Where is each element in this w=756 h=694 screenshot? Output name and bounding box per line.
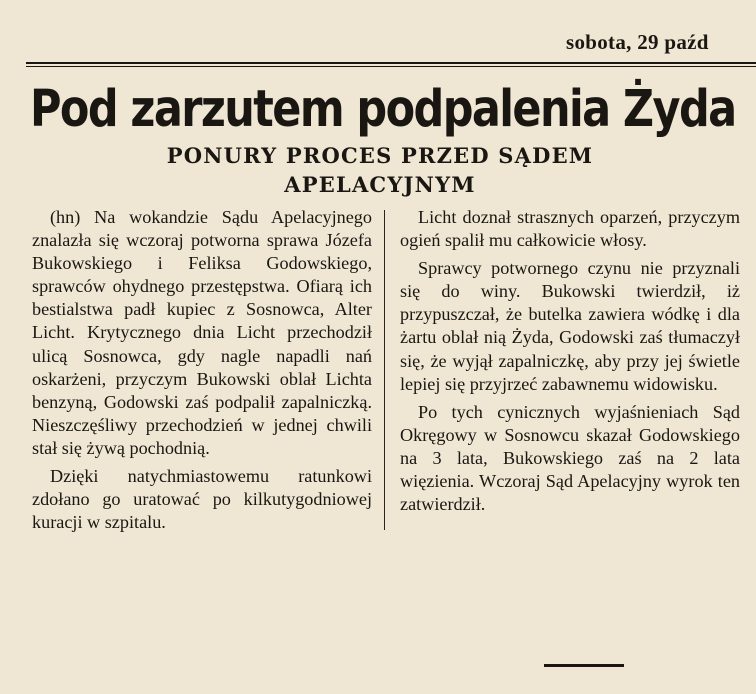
article-end-rule — [544, 664, 624, 667]
paragraph: (hn) Na wokandzie Sądu Apelacyjnego znalazła się wczoraj potworna sprawa Józefa Bukowskiego i Feliksa Godowskiego, sprawców ohydnego przestępstwa. Ofiarą ich bestialstwa padł kupiec z Sosnowca, Alter Licht. Krytycznego dnia Licht przechodził ulicą Sosnowca, gdy nagle napadli nań oskarżeni, przyczym Bukowski oblał Lichta benzyną, Godowski zaś podpalił zapalniczką. Nieszczęśliwy przechodzień w jednej chwili stał się żywą pochodnią. — [32, 207, 372, 458]
subheadline-line-1: PONURY PROCES PRZED SĄDEM — [166, 143, 594, 168]
paragraph: Dzięki natychmiastowemu ratunkowi zdołano go uratować po kilkutygodniowej kuracji w szpitalu. — [32, 466, 372, 533]
subheadline-line-2: APELACYJNYM — [284, 172, 476, 197]
paragraph: Sprawcy potwornego czynu nie przyznali się do winy. Bukowski twierdził, iż przypuszczał, że butelka zawiera wódkę i dla żartu oblał nią Żyda, Godowski zaś tłumaczył się, że wyjął zapalniczkę, aby przy jej świetle lepiej się przyjrzeć zabawnemu widowisku. — [400, 258, 740, 394]
paragraph: Licht doznał strasznych oparzeń, przyczym ogień spalił mu całkowicie włosy. — [400, 207, 740, 251]
article-column-right — [400, 206, 740, 516]
paragraph: Po tych cynicznych wyjaśnieniach Sąd Okręgowy w Sosnowcu skazał Godowskiego na 3 lata, Bukowskiego zaś na 2 lata więzienia. Wczoraj Sąd Apelacyjny wyrok ten zatwierdził. — [400, 401, 740, 515]
column-divider — [384, 210, 385, 530]
article-column-left — [32, 206, 372, 534]
dateline: sobota, 29 paźd — [566, 30, 709, 54]
header-rule-thin — [26, 66, 756, 67]
headline: Pod zarzutem podpalenia Żyda — [30, 80, 736, 139]
header-rule — [26, 62, 756, 64]
